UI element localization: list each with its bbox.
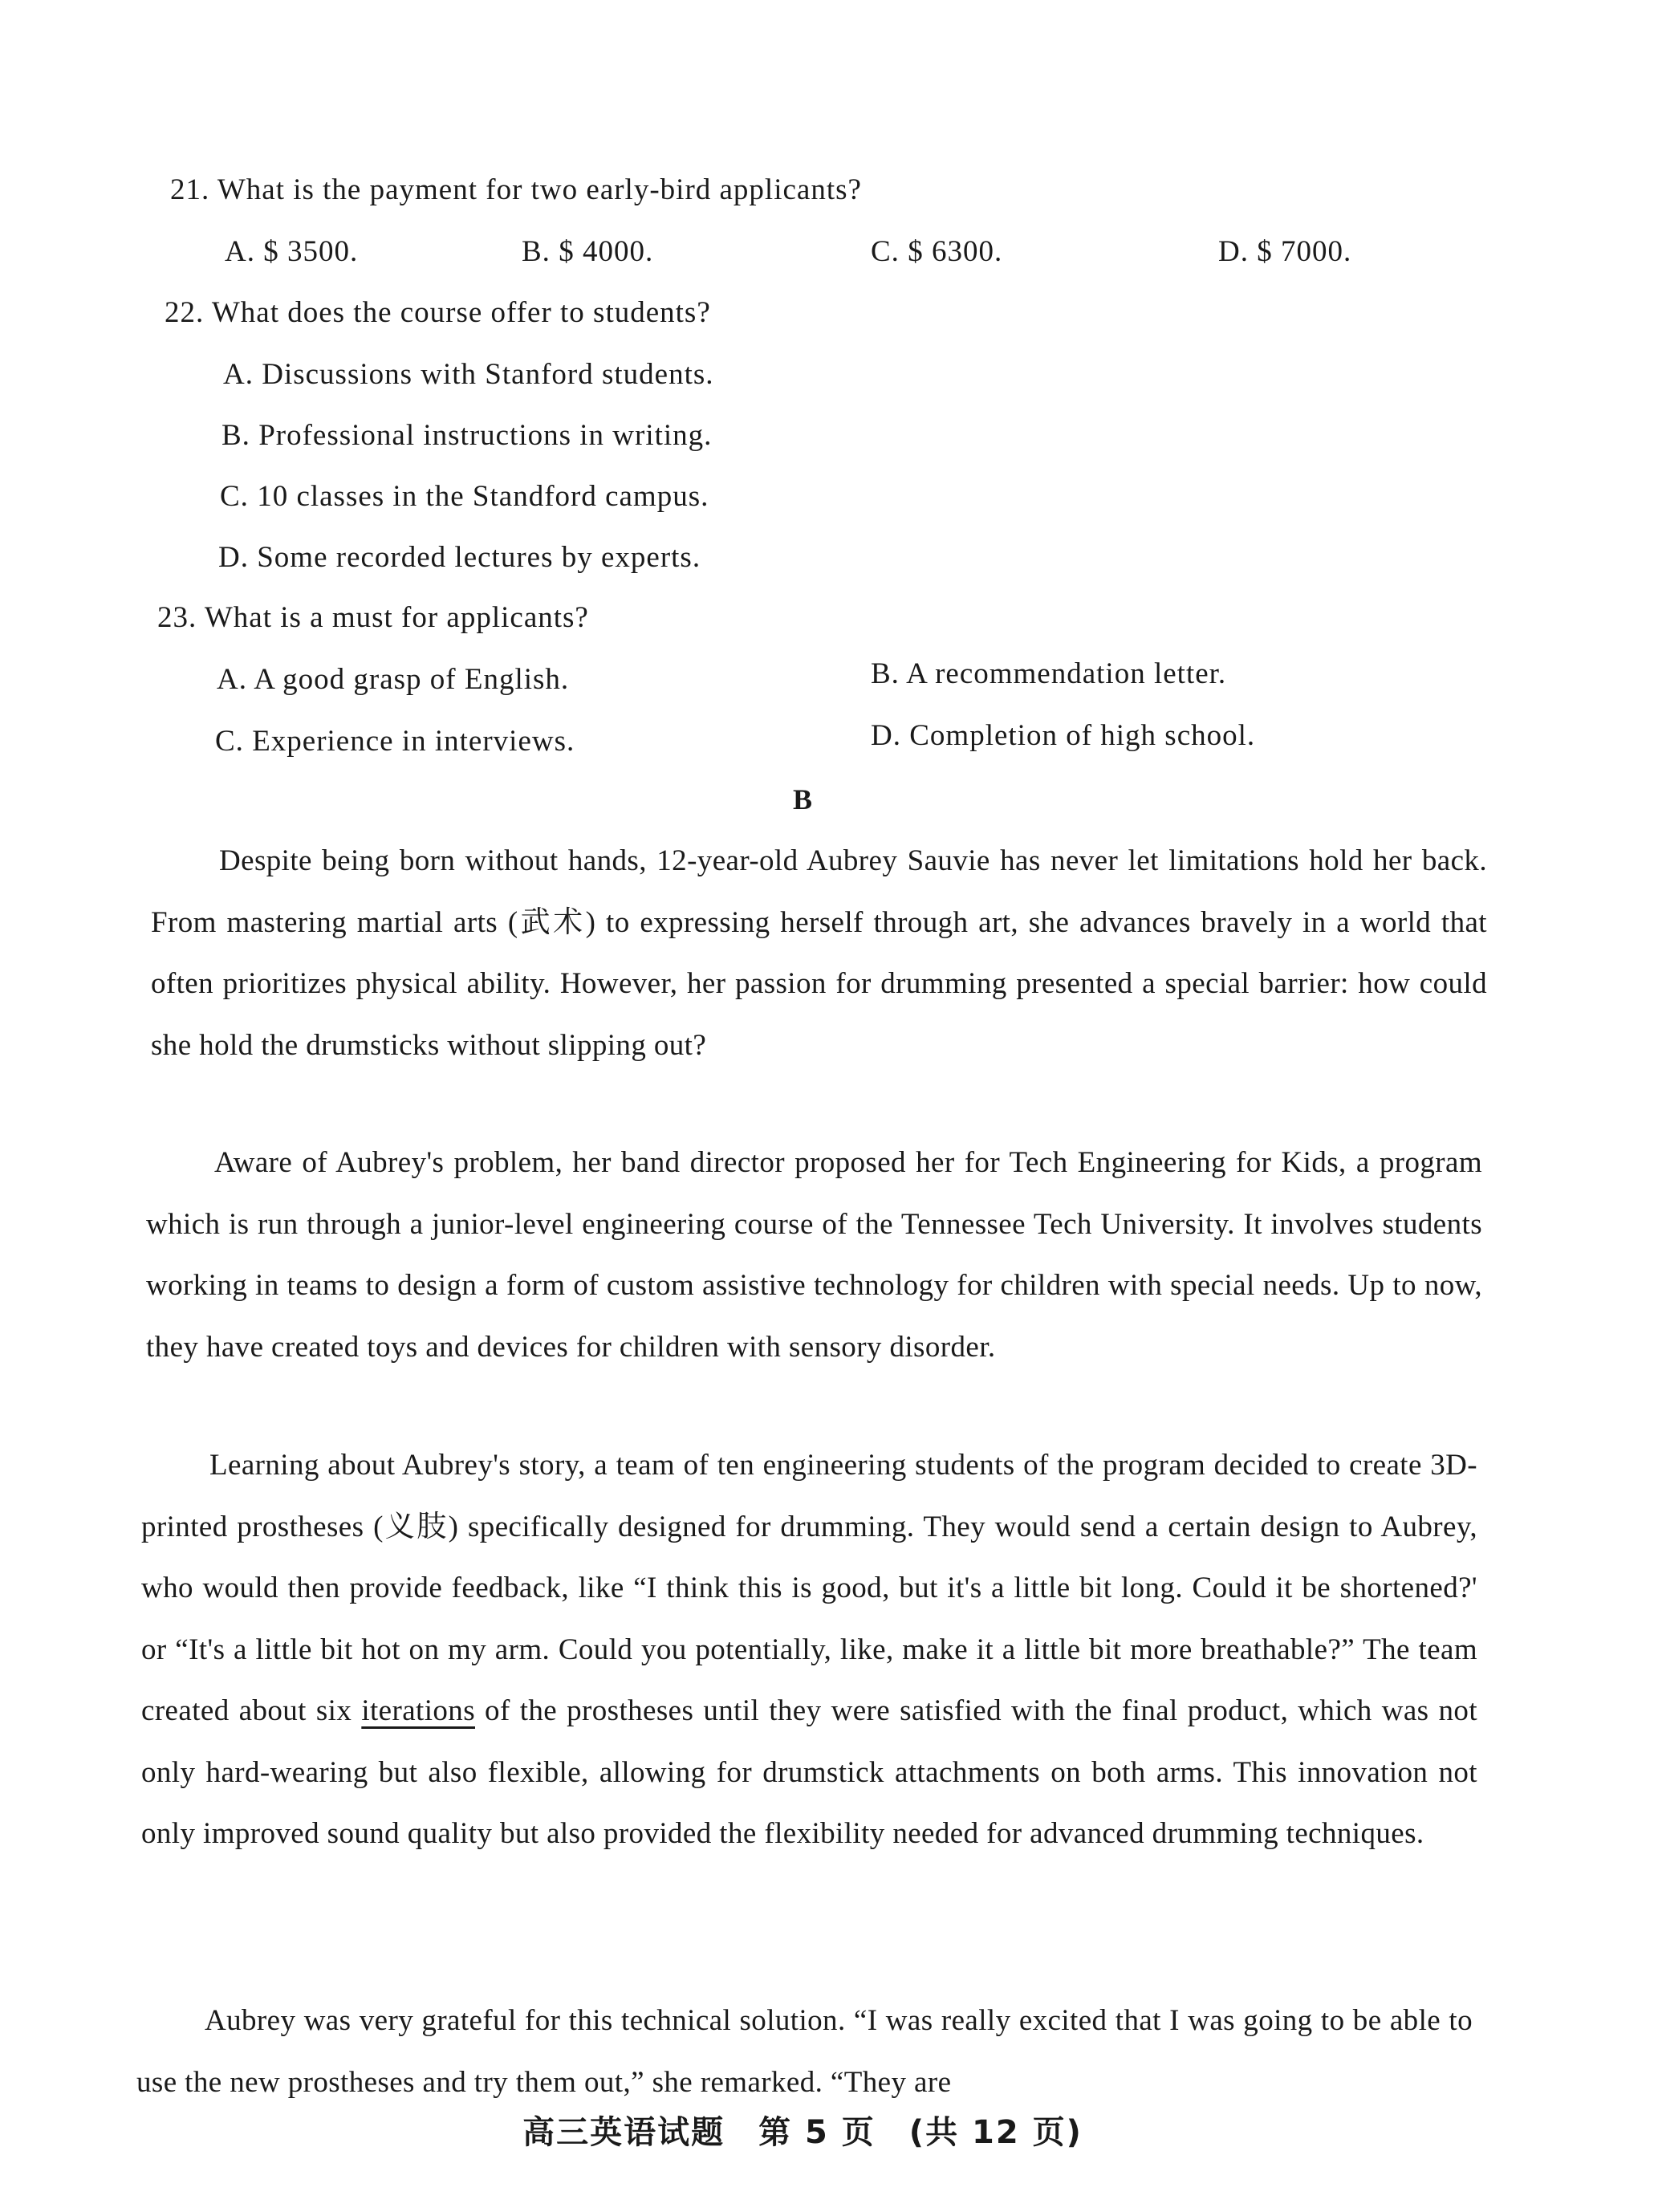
passage-title: B: [792, 783, 812, 815]
option-23-a: A. A good grasp of English.: [217, 663, 570, 696]
option-22-d: D. Some recorded lectures by experts.: [218, 541, 701, 574]
option-23-b: B. A recommendation letter.: [871, 657, 1227, 690]
passage-paragraph-2: Aware of Aubrey's problem, her band director proposed her for Tech Engineering for Kids, a program which is run through a junior-level engineering course of the Tennessee Tech University. It involves students working in teams to design a form of custom assistive technology for children with special needs. Up to now, they have created toys and devices for children with sensory disorder.: [146, 1146, 1482, 1364]
page-footer: 高三英语试题 第 5 页 (共 12 页): [522, 2114, 1083, 2151]
passage-paragraph-4: Aubrey was very grateful for this technical solution. “I was really excited that I was going to be able to use the new prostheses and try them out,” she remarked. “They are: [136, 2004, 1473, 2099]
question-22: [165, 295, 711, 330]
question-stem: What does the course offer to students?: [211, 296, 711, 329]
passage-paragraph-1: Despite being born without hands, 12-year-old Aubrey Sauvie has never let limitations hold her back. From mastering martial arts (武术) to expressing herself through art, she advances bravely in a world that often prioritizes physical ability. However, her passion for drumming presented a special barrier: how could she hold the drumsticks without slipping out?: [151, 844, 1487, 1062]
option-23-d: D. Completion of high school.: [871, 719, 1256, 752]
option-22-a: A. Discussions with Stanford students.: [223, 358, 714, 391]
option-21-b: B. $ 4000.: [522, 235, 654, 268]
passage-paragraph-3: Learning about Aubrey's story, a team of ten engineering students of the program decided to create 3D-printed prostheses (义肢) specifically designed for drumming. They would send a certain design to Aubrey, who would then provide feedback, like “I think this is good, but it's a little bit long. Could it be shortened?' or “It's a little bit hot on my arm. Could you potentially, like, make it a little bit more breathable?” The team created about six iterations of the prostheses until they were satisfied with the final product, which was not only hard-wearing but also flexible, allowing for drumstick attachments on both arms. This innovation not only improved sound quality but also provided the flexibility needed for advanced drumming techniques.: [141, 1449, 1478, 1850]
option-21-c: C. $ 6300.: [871, 235, 1003, 268]
question-23: [157, 600, 589, 635]
question-number: 23.: [157, 601, 197, 634]
option-21-a: A. $ 3500.: [225, 235, 359, 268]
option-22-c: C. 10 classes in the Standford campus.: [220, 480, 709, 513]
option-22-b: B. Professional instructions in writing.: [221, 419, 713, 452]
question-21: [170, 173, 862, 207]
underlined-word: iterations: [361, 1694, 475, 1727]
question-stem: What is the payment for two early-bird applicants?: [217, 173, 862, 206]
option-21-d: D. $ 7000.: [1218, 235, 1352, 268]
option-23-c: C. Experience in interviews.: [215, 725, 575, 758]
question-number: 22.: [165, 296, 205, 329]
question-stem: What is a must for applicants?: [204, 601, 589, 634]
question-number: 21.: [170, 173, 210, 206]
